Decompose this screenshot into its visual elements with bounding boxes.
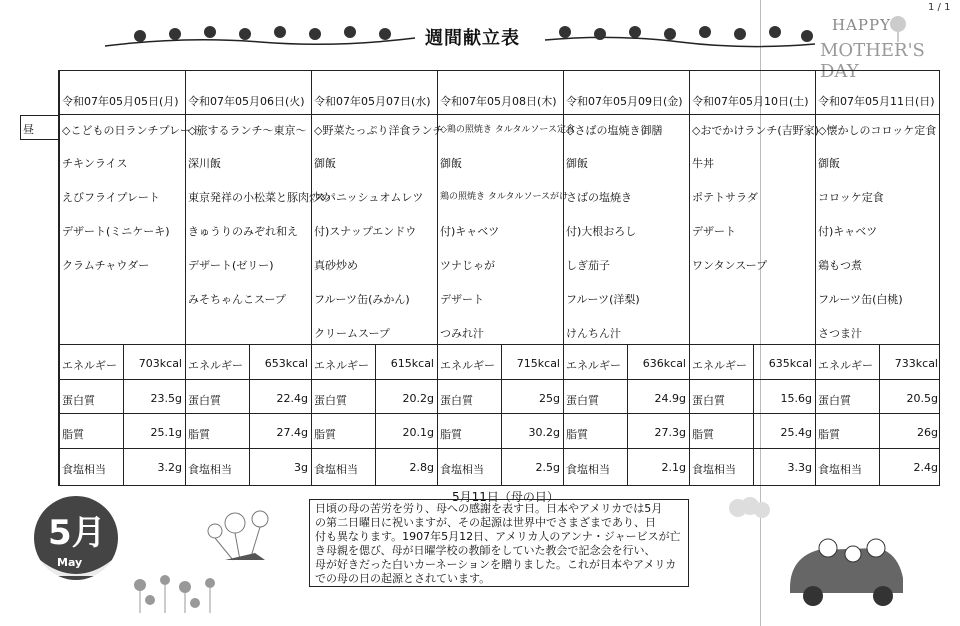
menu-item: 鶏の照焼き タルタルソースがけ (440, 192, 569, 202)
menu-item: ◇旅するランチ～東京～ (188, 124, 307, 137)
nutrient-label: 脂質 (440, 428, 462, 441)
nutrient-value: 636kcal (642, 357, 686, 370)
menu-item: えびフライプレート (62, 191, 160, 204)
nutrient-value: 733kcal (894, 357, 938, 370)
day-column (437, 71, 575, 485)
day-date: 令和07年05月11日(日) (818, 95, 935, 108)
nutrient-label: 食塩相当 (692, 463, 736, 476)
menu-item: フルーツ缶(白桃) (818, 293, 903, 306)
nutrient-value: 15.6g (780, 392, 812, 405)
nutrient-label: 食塩相当 (62, 463, 106, 476)
note-line: 日頃の母の苦労を労り、母への感謝を表す日。日本やアメリカでは5月 (315, 502, 663, 515)
nutrient-label: 食塩相当 (818, 463, 862, 476)
nutrient-value: 653kcal (264, 357, 308, 370)
mothers-day-text: MOTHER'S DAY (820, 40, 925, 82)
nutrient-value: 703kcal (138, 357, 182, 370)
menu-item: つみれ汁 (440, 327, 484, 340)
menu-item: クラムチャウダー (62, 259, 150, 272)
nutrient-value: 635kcal (768, 357, 812, 370)
menu-item: けんちん汁 (566, 327, 621, 340)
nutrient-value: 3.3g (787, 461, 812, 474)
weekly-menu-table (58, 70, 940, 486)
nutrient-value: 2.8g (409, 461, 434, 474)
nutrient-label: 食塩相当 (314, 463, 358, 476)
menu-item: 深川飯 (188, 157, 221, 170)
nutrient-value: 615kcal (390, 357, 434, 370)
menu-item: デザート (440, 293, 484, 306)
mothers-day-note (309, 499, 689, 587)
nutrient-value: 2.4g (913, 461, 938, 474)
nutrient-label: エネルギー (62, 359, 117, 372)
menu-item: コロッケ定食 (818, 191, 884, 204)
note-line: での母の日の起源とされています。 (315, 572, 491, 585)
menu-item: ツナじゃが (440, 259, 495, 272)
menu-item: スパニッシュオムレツ (314, 191, 424, 204)
menu-item: 牛丼 (692, 157, 714, 170)
menu-item: きゅうりのみぞれ和え (188, 225, 298, 238)
menu-item: 真砂炒め (314, 259, 358, 272)
menu-item: しぎ茄子 (566, 259, 610, 272)
nutrient-value: 20.5g (906, 392, 938, 405)
nutrient-value: 2.5g (535, 461, 560, 474)
nutrient-label: 蛋白質 (314, 394, 347, 407)
menu-item: 付)キャベツ (440, 225, 500, 238)
nutrient-value: 25.1g (150, 426, 182, 439)
nutrient-value: 27.4g (276, 426, 308, 439)
day-column (59, 71, 203, 485)
nutrient-label: 脂質 (818, 428, 840, 441)
nutrient-label: エネルギー (188, 359, 243, 372)
nutrient-label: エネルギー (692, 359, 747, 372)
nutrient-label: 脂質 (62, 428, 84, 441)
menu-item: ◇さばの塩焼き御膳 (566, 124, 663, 137)
nutrient-value: 3.2g (157, 461, 182, 474)
nutrient-value: 2.1g (661, 461, 686, 474)
nutrient-value: 3g (294, 461, 308, 474)
menu-item: 御飯 (566, 157, 588, 170)
nutrient-label: 脂質 (188, 428, 210, 441)
page-number: 1 / 1 (928, 2, 951, 13)
family-car-icon (718, 498, 918, 613)
nutrient-label: 脂質 (692, 428, 714, 441)
page-title: 週間献立表 (425, 28, 520, 49)
nutrient-label: 蛋白質 (188, 394, 221, 407)
nutrient-label: 食塩相当 (566, 463, 610, 476)
flower-field-icon (125, 505, 305, 615)
nutrient-label: 蛋白質 (62, 394, 95, 407)
nutrient-label: 脂質 (566, 428, 588, 441)
menu-item: 付)スナップエンドウ (314, 225, 417, 238)
menu-item: チキンライス (62, 157, 128, 170)
menu-item: ◇鶏の照焼き タルタルソース定食 (440, 125, 575, 135)
note-line: き母親を偲び、母が日曜学校の教師をしていた教会で記念会を行い、 (315, 544, 656, 557)
nutrient-label: エネルギー (314, 359, 369, 372)
menu-item: フルーツ(洋梨) (566, 293, 640, 306)
nutrient-label: 蛋白質 (818, 394, 851, 407)
menu-item: 付)大根おろし (566, 225, 637, 238)
nutrient-label: 蛋白質 (566, 394, 599, 407)
menu-item: ◇野菜たっぷり洋食ランチ (314, 124, 444, 137)
carnation-garland-left-icon (105, 14, 415, 54)
nutrient-value: 22.4g (276, 392, 308, 405)
menu-item: みそちゃんこスープ (188, 293, 286, 306)
nutrient-label: 脂質 (314, 428, 336, 441)
day-column (689, 71, 819, 485)
menu-item: ◇懐かしのコロッケ定食 (818, 124, 937, 137)
menu-item: さつま汁 (818, 327, 862, 340)
menu-item: 付)キャベツ (818, 225, 878, 238)
menu-item: デザート (692, 225, 736, 238)
nutrient-value: 24.9g (654, 392, 686, 405)
day-date: 令和07年05月07日(水) (314, 95, 431, 108)
note-line: の第二日曜日に祝いますが、その起源は世界中でさまざまであり、日 (315, 516, 656, 529)
nutrient-label: 蛋白質 (440, 394, 473, 407)
menu-item: ◇おでかけランチ(吉野家) (692, 124, 819, 137)
menu-item: さばの塩焼き (566, 191, 632, 204)
nutrient-label: 食塩相当 (188, 463, 232, 476)
may-badge-text: 5月 (48, 513, 106, 553)
menu-item: 東京発祥の小松菜と豚肉炒め (188, 191, 331, 204)
day-date: 令和07年05月10日(土) (692, 95, 809, 108)
menu-item: 御飯 (818, 157, 840, 170)
nutrient-value: 715kcal (516, 357, 560, 370)
nutrient-label: エネルギー (566, 359, 621, 372)
nutrient-value: 30.2g (528, 426, 560, 439)
note-line: 母が好きだった白いカーネーションを贈りました。これが日本やアメリカ (315, 558, 677, 571)
day-date: 令和07年05月09日(金) (566, 95, 683, 108)
nutrient-value: 25.4g (780, 426, 812, 439)
carnation-garland-right-icon (545, 14, 815, 54)
day-date: 令和07年05月08日(木) (440, 95, 557, 108)
note-line: 付も異なります。1907年5月12日、アメリカ人のアンナ・ジャービスが亡 (315, 530, 681, 543)
menu-item: デザート(ミニケーキ) (62, 225, 170, 238)
day-column (563, 71, 689, 485)
happy-text: HAPPY (832, 16, 892, 34)
nutrient-value: 23.5g (150, 392, 182, 405)
lunch-row-label: 昼 (20, 115, 59, 140)
nutrient-value: 26g (917, 426, 938, 439)
menu-item: 御飯 (440, 157, 462, 170)
nutrient-label: エネルギー (818, 359, 873, 372)
nutrient-label: エネルギー (440, 359, 495, 372)
menu-item: 御飯 (314, 157, 336, 170)
nutrient-value: 27.3g (654, 426, 686, 439)
menu-item: クリームスープ (314, 327, 390, 340)
day-column (815, 71, 941, 485)
mothers-day-caption: 5月11日（母の日） (452, 490, 559, 504)
nutrient-label: 食塩相当 (440, 463, 484, 476)
may-label: May (57, 556, 83, 569)
nutrient-value: 20.2g (402, 392, 434, 405)
nutrient-value: 20.1g (402, 426, 434, 439)
nutrient-label: 蛋白質 (692, 394, 725, 407)
menu-item: デザート(ゼリー) (188, 259, 274, 272)
day-date: 令和07年05月05日(月) (62, 95, 179, 108)
menu-item: ワンタンスープ (692, 259, 768, 272)
menu-item: ◇こどもの日ランチプレート (62, 124, 203, 137)
day-date: 令和07年05月06日(火) (188, 95, 305, 108)
mothers-day-logo (818, 12, 946, 82)
day-column (311, 71, 444, 485)
menu-item: フルーツ缶(みかん) (314, 293, 410, 306)
menu-item: 鶏もつ煮 (818, 259, 862, 272)
menu-item: ポテトサラダ (692, 191, 758, 204)
nutrient-value: 25g (539, 392, 560, 405)
